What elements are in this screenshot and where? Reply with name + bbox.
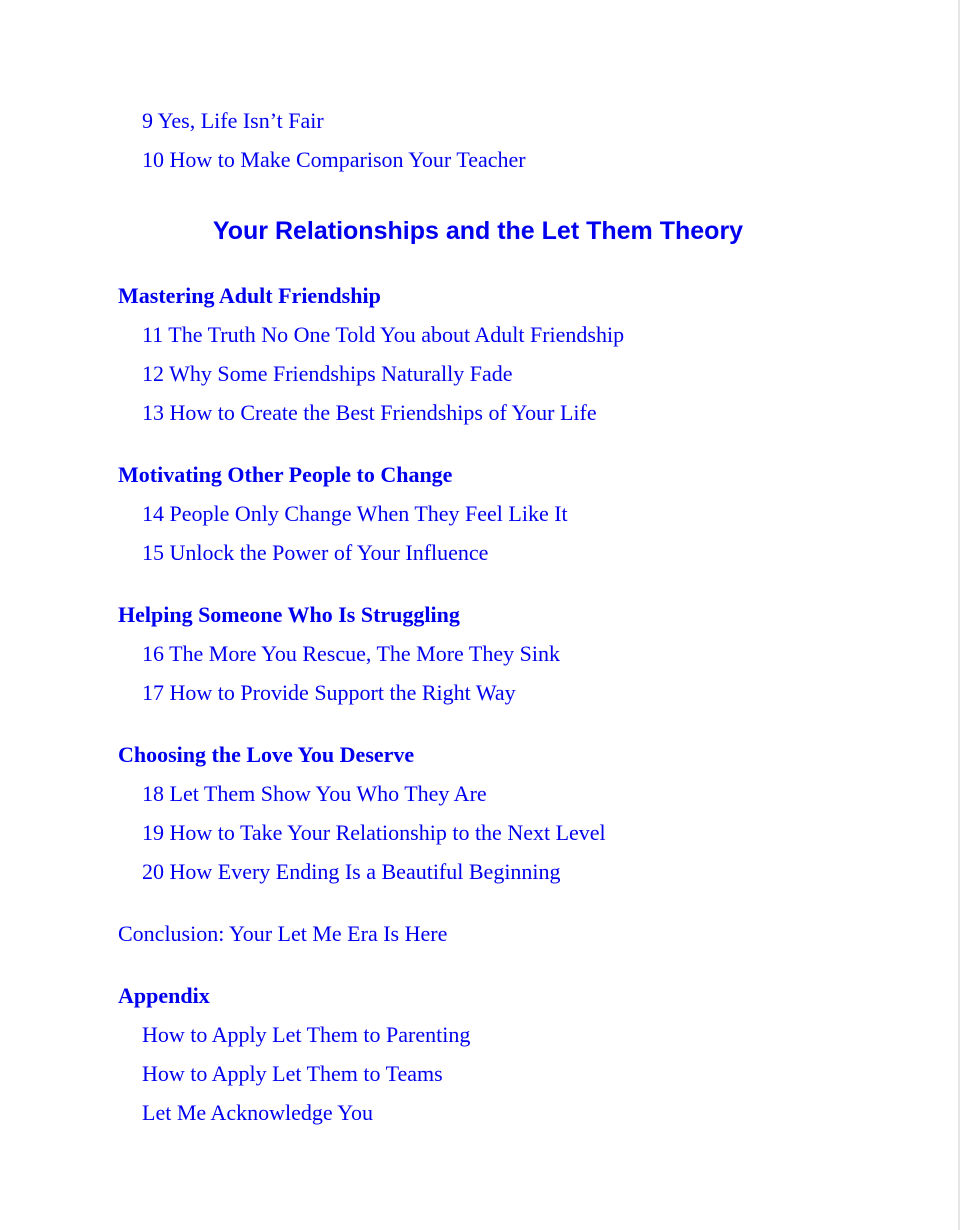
section-spacer [118,956,898,979]
toc-chapter-11[interactable]: 11 The Truth No One Told You about Adult Friendship [142,322,625,347]
table-of-contents [118,104,898,1135]
section-spacer [118,575,898,598]
toc-chapter-17[interactable]: 17 How to Provide Support the Right Way [142,680,516,705]
toc-chapter-12[interactable]: 12 Why Some Friendships Naturally Fade [142,361,513,386]
toc-conclusion[interactable]: Conclusion: Your Let Me Era Is Here [118,921,448,946]
section-spacer [118,435,898,458]
toc-chapter-18[interactable]: 18 Let Them Show You Who They Are [142,781,487,806]
toc-section-heading-helping-someone[interactable]: Helping Someone Who Is Struggling [118,602,460,627]
toc-chapter-13[interactable]: 13 How to Create the Best Friendships of Your Life [142,400,597,425]
toc-chapter-9[interactable]: 9 Yes, Life Isn’t Fair [142,108,324,133]
toc-chapter-20[interactable]: 20 How Every Ending Is a Beautiful Beginning [142,859,561,884]
toc-chapter-10[interactable]: 10 How to Make Comparison Your Teacher [142,147,526,172]
section-spacer [118,894,898,917]
toc-chapter-16[interactable]: 16 The More You Rescue, The More They Sink [142,641,560,666]
toc-chapter-19[interactable]: 19 How to Take Your Relationship to the Next Level [142,820,606,845]
toc-chapter-14[interactable]: 14 People Only Change When They Feel Like It [142,501,568,526]
toc-chapter-15[interactable]: 15 Unlock the Power of Your Influence [142,540,489,565]
toc-appendix-heading[interactable]: Appendix [118,983,210,1008]
toc-section-heading-motivating-change[interactable]: Motivating Other People to Change [118,462,453,487]
toc-part-title[interactable]: Your Relationships and the Let Them Theory [212,217,744,245]
toc-appendix-item-parenting[interactable]: How to Apply Let Them to Parenting [142,1022,471,1047]
toc-section-heading-adult-friendship[interactable]: Mastering Adult Friendship [118,283,381,308]
toc-appendix-item-acknowledgments[interactable]: Let Me Acknowledge You [142,1100,373,1125]
section-spacer [118,715,898,738]
toc-section-heading-choosing-love[interactable]: Choosing the Love You Deserve [118,742,415,767]
toc-appendix-item-teams[interactable]: How to Apply Let Them to Teams [142,1061,443,1086]
